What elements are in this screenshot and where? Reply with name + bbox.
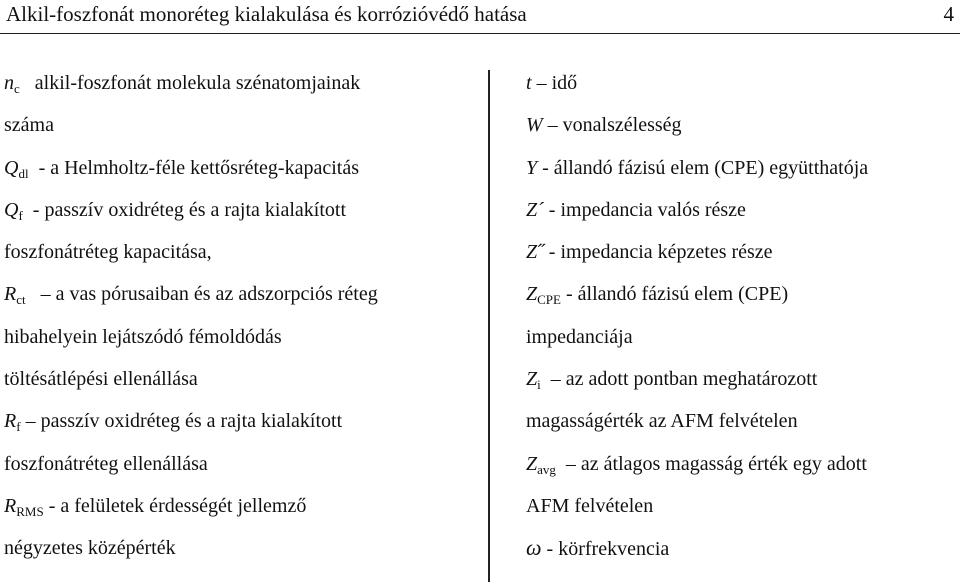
definition-text: alkil-foszfonát molekula szénatomjainak	[34, 72, 361, 94]
symbol: Q	[4, 156, 19, 179]
symbol: Q	[4, 198, 19, 221]
def-z-cpe	[526, 273, 956, 315]
def-r-rms	[4, 485, 482, 527]
definition-text: – idő	[536, 72, 578, 94]
symbol: R	[4, 283, 17, 306]
def-omega	[526, 527, 956, 570]
definition-text: – az átlagos magasság érték egy adott	[565, 452, 867, 475]
symbol: Z´	[526, 198, 544, 221]
definition-text: - körfrekvencia	[546, 538, 670, 561]
def-n-c-cont: száma	[4, 114, 54, 137]
def-z-imag	[526, 231, 956, 273]
definition-text: – vonalszélesség	[547, 114, 682, 137]
def-t	[526, 62, 956, 104]
def-z-avg	[526, 443, 956, 485]
subscript: CPE	[537, 292, 561, 308]
def-r-f	[4, 400, 482, 442]
definition-text: - impedancia képzetes része	[548, 241, 773, 264]
definition-text: - állandó fázisú elem (CPE) együtthatója	[542, 156, 869, 179]
def-r-f-cont: foszfonátréteg ellenállása	[4, 452, 208, 475]
symbol: Z˝	[526, 241, 544, 264]
def-w	[526, 104, 956, 146]
symbol: n	[4, 72, 14, 94]
def-r-ct	[4, 273, 482, 315]
symbol: t	[526, 72, 532, 94]
column-divider	[488, 70, 490, 582]
symbol: Y	[526, 156, 538, 179]
def-r-rms-cont: négyzetes középérték	[4, 537, 176, 560]
symbol: R	[4, 410, 17, 433]
def-q-f-cont: foszfonátréteg kapacitása,	[4, 241, 212, 264]
subscript: c	[14, 81, 20, 96]
left-column	[4, 62, 482, 570]
def-z-avg-cont: AFM felvételen	[526, 494, 654, 517]
def-z-i-cont: magasságérték az AFM felvételen	[526, 410, 798, 433]
subscript: i	[537, 377, 541, 393]
def-r-ct-cont1: hibahelyein lejátszódó fémoldódás	[4, 325, 282, 348]
def-r-ct-cont2: töltésátlépési ellenállása	[4, 368, 198, 391]
subscript: ct	[16, 292, 26, 308]
subscript: dl	[18, 165, 29, 181]
def-z-cpe-cont: impedanciája	[526, 325, 633, 348]
definition-text: – passzív oxidréteg és a rajta kialakított	[25, 410, 343, 433]
definition-text: - impedancia valós része	[548, 198, 746, 221]
subscript: f	[16, 419, 21, 435]
def-q-f	[4, 189, 482, 231]
page-number: 4	[943, 2, 954, 26]
def-n-c	[4, 62, 482, 104]
symbol: W	[526, 114, 543, 137]
def-z-i	[526, 358, 956, 400]
definition-text: - a Helmholtz-féle kettősréteg-kapacitás	[38, 156, 359, 179]
def-q-dl	[4, 147, 482, 189]
omega-symbol: ω	[526, 535, 542, 561]
def-y	[526, 147, 956, 189]
right-column	[526, 62, 956, 571]
symbol: Z	[526, 283, 538, 306]
definition-text: – az adott pontban meghatározott	[550, 368, 818, 391]
definition-text: - állandó fázisú elem (CPE)	[565, 283, 789, 306]
symbol: Z	[526, 368, 538, 391]
definition-text: – a vas pórusaiban és az adszorpciós réteg	[40, 283, 378, 306]
symbol: R	[4, 494, 17, 517]
symbol: Z	[526, 452, 538, 475]
subscript: avg	[537, 461, 556, 477]
subscript: RMS	[16, 503, 44, 519]
header-title: Alkil-foszfonát monoréteg kialakulása és korrózióvédő hatása	[6, 2, 527, 26]
def-z-real	[526, 189, 956, 231]
definition-text: - passzív oxidréteg és a rajta kialakított	[32, 198, 347, 221]
subscript: f	[18, 207, 23, 223]
page-header	[0, 0, 960, 34]
definition-text: - a felületek érdességét jellemző	[48, 494, 307, 517]
